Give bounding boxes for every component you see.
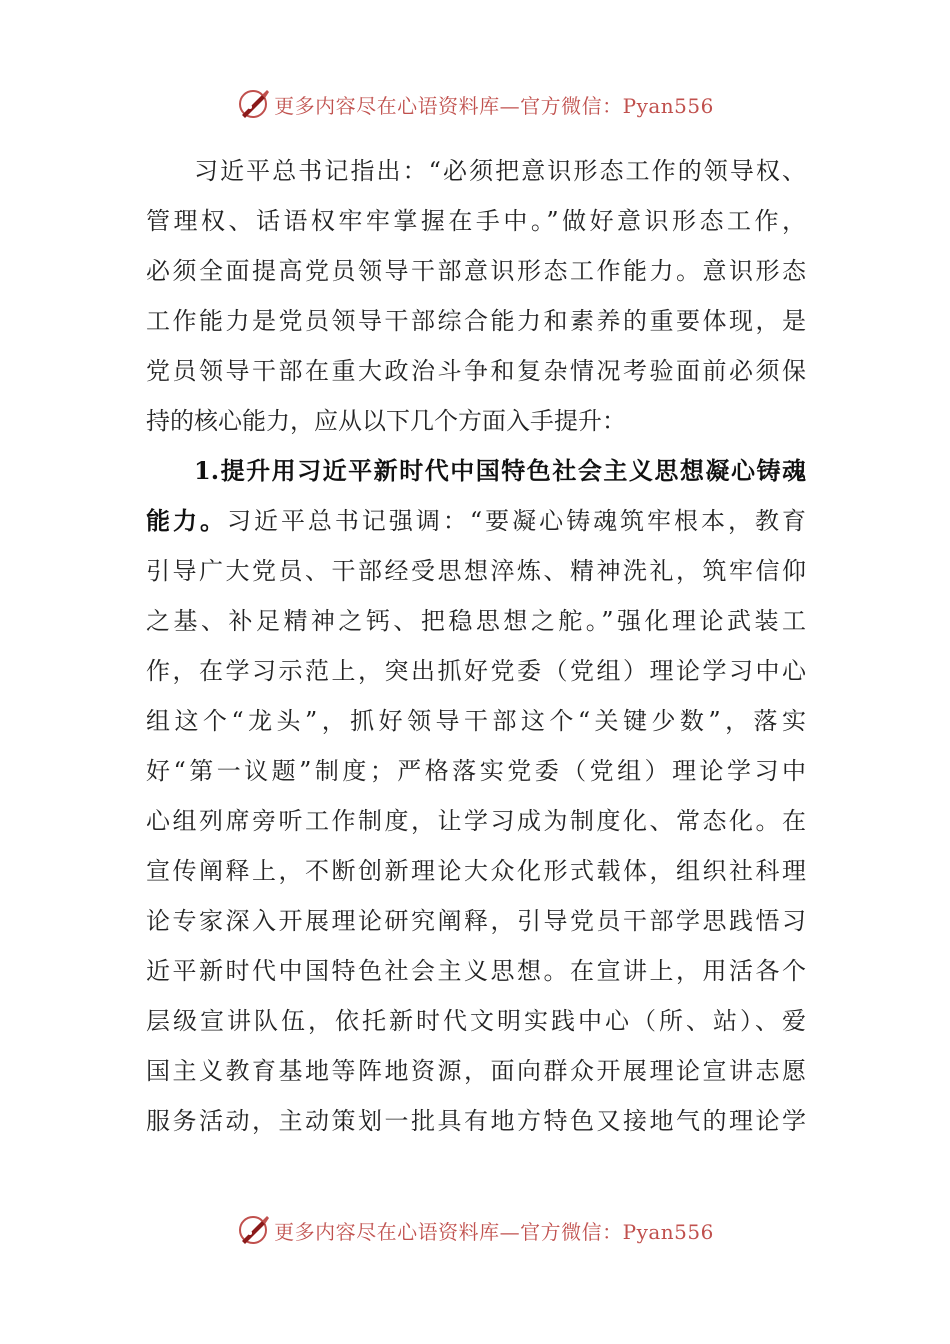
paragraph2-line	[146, 496, 806, 546]
paragraph1-line: 持的核心能力，应从以下几个方面入手提升：	[146, 407, 626, 435]
section-heading-end: 能力。	[146, 506, 227, 535]
paragraph2-line: 作，在学习示范上，突出抓好党委（党组）理论学习中心	[146, 657, 806, 685]
section-heading: 1.提升用习近平新时代中国特色社会主义思想凝心铸魂	[194, 456, 806, 485]
paragraph1-line: 习近平总书记指出：“必须把意识形态工作的领导权、	[194, 157, 806, 185]
article-body	[146, 146, 806, 1146]
paragraph2-line: 论专家深入开展理论研究阐释，引导党员干部学思践悟习	[146, 907, 806, 935]
header-banner-text: 更多内容尽在心语资料库—官方微信：Pyan556	[274, 93, 714, 118]
paragraph1-line: 工作能力是党员领导干部综合能力和素养的重要体现，是	[146, 307, 806, 335]
paragraph2-line: 引导广大党员、干部经受思想淬炼、精神洗礼，筑牢信仰	[146, 557, 806, 585]
paragraph2-line: 层级宣讲队伍，依托新时代文明实践中心（所、站）、爱	[146, 1007, 806, 1035]
paragraph2-line: 宣传阐释上，不断创新理论大众化形式载体，组织社科理	[146, 857, 806, 885]
paragraph2-line: 国主义教育基地等阵地资源，面向群众开展理论宣讲志愿	[146, 1057, 806, 1085]
paragraph1-line: 党员领导干部在重大政治斗争和复杂情况考验面前必须保	[146, 357, 806, 385]
paragraph1-line: 管理权、话语权牢牢掌握在手中。”做好意识形态工作，	[146, 207, 806, 235]
paragraph2-line: 心组列席旁听工作制度，让学习成为制度化、常态化。在	[146, 807, 806, 835]
paragraph2-line-text: 习近平总书记强调：“要凝心铸魂筑牢根本，教育	[226, 507, 806, 535]
paragraph2-line: 好“第一议题”制度；严格落实党委（党组）理论学习中	[146, 757, 806, 785]
footer-banner-text: 更多内容尽在心语资料库—官方微信：Pyan556	[274, 1219, 714, 1244]
paragraph2-line: 近平新时代中国特色社会主义思想。在宣讲上，用活各个	[146, 957, 806, 985]
paragraph2-line: 服务活动，主动策划一批具有地方特色又接地气的理论学	[146, 1107, 806, 1135]
paragraph2-line: 组这个“龙头”，抓好领导干部这个“关键少数”，落实	[146, 707, 806, 735]
footer-banner[interactable]	[0, 1210, 950, 1250]
pen-nib-logo-icon	[236, 87, 270, 121]
paragraph2-line: 之基、补足精神之钙、把稳思想之舵。”强化理论武装工	[146, 607, 806, 635]
paragraph1-line: 必须全面提高党员领导干部意识形态工作能力。意识形态	[146, 257, 806, 285]
pen-nib-logo-icon	[236, 1213, 270, 1247]
header-banner[interactable]	[0, 84, 950, 124]
